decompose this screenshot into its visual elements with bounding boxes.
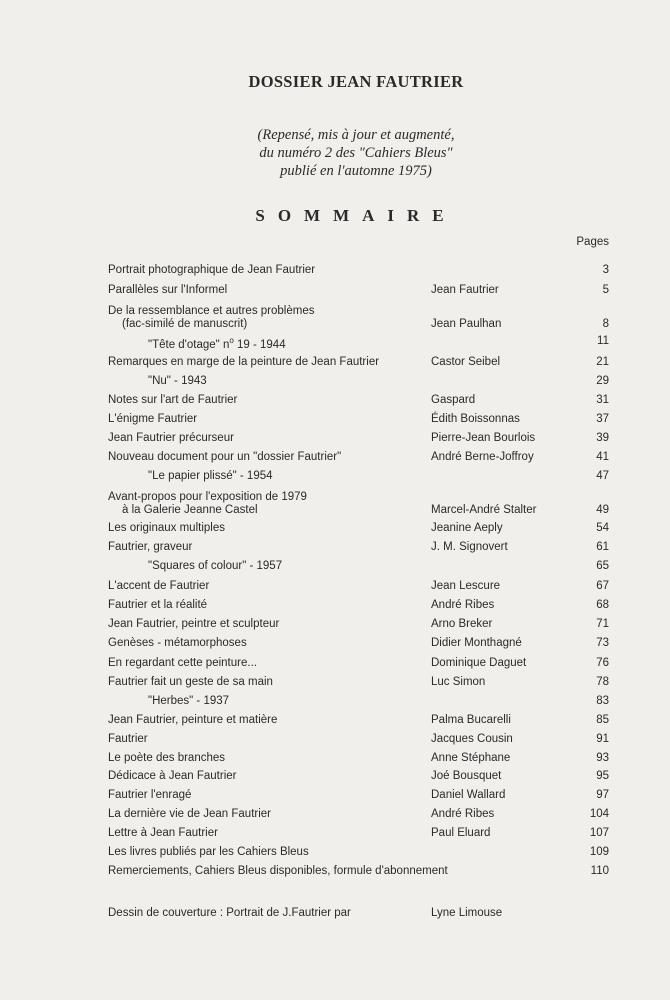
entry-title: "Squares of colour" - 1957 xyxy=(148,560,283,572)
contents-heading: SOMMAIRE xyxy=(255,206,457,225)
entry-author: Paul Eluard xyxy=(431,827,491,839)
entry-page-number: 37 xyxy=(596,413,609,425)
toc-entry xyxy=(108,825,609,841)
toc-entry xyxy=(108,489,609,516)
entry-title: Notes sur l'art de Fautrier xyxy=(108,394,238,406)
entry-author: André Ribes xyxy=(431,599,495,611)
entry-title: "Le papier plissé" - 1954 xyxy=(148,470,273,482)
cover-credit-text: Dessin de couverture : Portrait de J.Fautrier par xyxy=(108,907,351,919)
entry-page-number: 31 xyxy=(596,394,609,406)
entry-title: La dernière vie de Jean Fautrier xyxy=(108,808,272,820)
entry-page-number: 110 xyxy=(590,865,609,877)
entry-author: Gaspard xyxy=(431,394,476,406)
entry-author: Jean Lescure xyxy=(431,580,501,592)
entry-page-number: 67 xyxy=(596,580,609,592)
pages-column-label: Pages xyxy=(576,236,609,248)
entry-page-number: 29 xyxy=(596,375,609,387)
toc-entry xyxy=(108,655,609,671)
entry-page-number: 3 xyxy=(602,264,609,276)
entry-page-number: 91 xyxy=(596,733,609,745)
entry-page-number: 49 xyxy=(596,504,609,516)
entry-title: Fautrier fait un geste de sa main xyxy=(108,676,273,688)
toc-entry xyxy=(108,262,609,278)
cover-credit-artist: Lyne Limouse xyxy=(431,907,503,919)
entry-page-number: 8 xyxy=(602,318,609,330)
entry-page-number: 85 xyxy=(596,714,609,726)
entry-title-line2: (fac-similé de manuscrit) xyxy=(122,318,248,330)
entry-author: Marcel-André Stalter xyxy=(431,504,537,516)
subtitle-line: du numéro 2 des "Cahiers Bleus" xyxy=(259,145,453,161)
entry-title: Nouveau document pour un "dossier Fautrier" xyxy=(108,451,342,463)
entry-title: Fautrier et la réalité xyxy=(108,599,208,611)
entry-author: André Ribes xyxy=(431,808,495,820)
toc-entry xyxy=(108,844,609,860)
toc-entry xyxy=(108,578,609,594)
entry-title: Portrait photographique de Jean Fautrier xyxy=(108,264,316,276)
entry-author: Jacques Cousin xyxy=(431,733,513,745)
entry-title: L'énigme Fautrier xyxy=(108,413,198,425)
entry-title: Fautrier, graveur xyxy=(108,541,193,553)
entry-page-number: 93 xyxy=(596,752,609,764)
toc-entry xyxy=(108,303,609,330)
toc-entry xyxy=(108,674,609,690)
toc-entry xyxy=(108,282,609,298)
toc-entry xyxy=(108,468,609,484)
entry-title: Fautrier xyxy=(108,733,148,745)
entry-title: L'accent de Fautrier xyxy=(108,580,210,592)
toc-entry xyxy=(108,597,609,613)
toc-entry xyxy=(108,616,609,632)
entry-page-number: 107 xyxy=(589,827,609,839)
entry-page-number: 54 xyxy=(596,522,609,534)
toc-entry xyxy=(108,731,609,747)
entry-author: André Berne-Joffroy xyxy=(431,451,534,463)
subtitle-line: (Repensé, mis à jour et augmenté, xyxy=(257,127,455,143)
toc-entry xyxy=(108,430,609,446)
entry-title: Remerciements, Cahiers Bleus disponibles, formule d'abonnement xyxy=(108,865,448,877)
entry-author: Palma Bucarelli xyxy=(431,714,511,726)
entry-page-number: 11 xyxy=(597,335,609,347)
entry-author: Jean Fautrier xyxy=(431,284,499,296)
entry-title: En regardant cette peinture... xyxy=(108,657,257,669)
entry-title: Genèses - métamorphoses xyxy=(108,637,247,649)
entry-page-number: 39 xyxy=(596,432,609,444)
document-title: DOSSIER JEAN FAUTRIER xyxy=(248,72,464,91)
toc-entry xyxy=(108,449,609,465)
entry-title: "Herbes" - 1937 xyxy=(148,695,230,707)
toc-entry xyxy=(108,373,609,389)
toc-entry xyxy=(108,863,609,879)
entry-author: Édith Boissonnas xyxy=(431,413,520,425)
entry-author: Joé Bousquet xyxy=(431,770,502,782)
entry-author: Anne Stéphane xyxy=(431,752,511,764)
entry-page-number: 78 xyxy=(596,676,609,688)
entry-title: "Nu" - 1943 xyxy=(148,375,207,387)
entry-page-number: 68 xyxy=(596,599,609,611)
entry-title: Dédicace à Jean Fautrier xyxy=(108,770,237,782)
entry-author: Luc Simon xyxy=(431,676,486,688)
entry-page-number: 97 xyxy=(596,789,609,801)
entry-page-number: 21 xyxy=(596,356,609,368)
entry-author: Pierre-Jean Bourlois xyxy=(431,432,536,444)
entry-page-number: 61 xyxy=(596,541,609,553)
entry-superscript: o xyxy=(229,336,234,345)
entry-number-prefix: n xyxy=(222,338,230,351)
entry-page-number: 5 xyxy=(602,284,609,296)
toc-entry xyxy=(108,411,609,427)
entry-page-number: 73 xyxy=(596,637,609,649)
entry-page-number: 47 xyxy=(596,470,609,482)
toc-entry xyxy=(108,558,609,574)
toc-entry xyxy=(108,520,609,536)
entry-title: Les originaux multiples xyxy=(108,522,225,534)
toc-entry xyxy=(108,693,609,709)
entry-page-number: 104 xyxy=(589,808,609,820)
entry-title: Jean Fautrier, peintre et sculpteur xyxy=(108,618,280,630)
entry-title: De la ressemblance et autres problèmes xyxy=(108,305,315,317)
entry-page-number: 95 xyxy=(596,770,609,782)
entry-title: Remarques en marge de la peinture de Jean Fautrier xyxy=(108,356,380,368)
entry-title: Avant-propos pour l'exposition de 1979 xyxy=(108,491,307,503)
toc-entry xyxy=(108,806,609,822)
entry-page-number: 109 xyxy=(589,846,609,858)
toc-entry xyxy=(108,333,609,349)
entry-title: Jean Fautrier précurseur xyxy=(108,432,234,444)
entry-page-number: 76 xyxy=(596,657,609,669)
entry-title: "Tête d'otage" xyxy=(148,338,223,351)
subtitle xyxy=(0,126,670,180)
toc-entry xyxy=(108,750,609,766)
entry-title-continued: 19 - 1944 xyxy=(237,338,286,351)
entry-author: Arno Breker xyxy=(431,618,493,630)
entry-author: Didier Monthagné xyxy=(431,637,522,649)
toc-entry xyxy=(108,712,609,728)
entry-page-number: 71 xyxy=(596,618,609,630)
entry-page-number: 65 xyxy=(596,560,609,572)
entry-title: Jean Fautrier, peinture et matière xyxy=(108,714,278,726)
entry-title: Le poète des branches xyxy=(108,752,226,764)
entry-author: Castor Seibel xyxy=(431,356,501,368)
entry-title: Les livres publiés par les Cahiers Bleus xyxy=(108,846,309,858)
toc-entry xyxy=(108,787,609,803)
toc-entry xyxy=(108,539,609,555)
toc-entry xyxy=(108,392,609,408)
toc-entry xyxy=(108,635,609,651)
toc-entry xyxy=(108,354,609,370)
entry-author: J. M. Signovert xyxy=(431,541,508,553)
entry-author: Jeanine Aeply xyxy=(431,522,503,534)
entry-title: Parallèles sur l'Informel xyxy=(108,284,228,296)
cover-credit xyxy=(108,905,628,921)
entry-author: Dominique Daguet xyxy=(431,657,527,669)
entry-page-number: 83 xyxy=(596,695,609,707)
subtitle-line: publié en l'automne 1975) xyxy=(280,163,432,179)
entry-title: Lettre à Jean Fautrier xyxy=(108,827,218,839)
entry-author: Daniel Wallard xyxy=(431,789,506,801)
toc-entry xyxy=(108,768,609,784)
entry-title-line2: à la Galerie Jeanne Castel xyxy=(122,504,258,516)
entry-title: Fautrier l'enragé xyxy=(108,789,192,801)
entry-page-number: 41 xyxy=(596,451,609,463)
entry-author: Jean Paulhan xyxy=(431,318,502,330)
entry-title-group xyxy=(148,333,286,353)
